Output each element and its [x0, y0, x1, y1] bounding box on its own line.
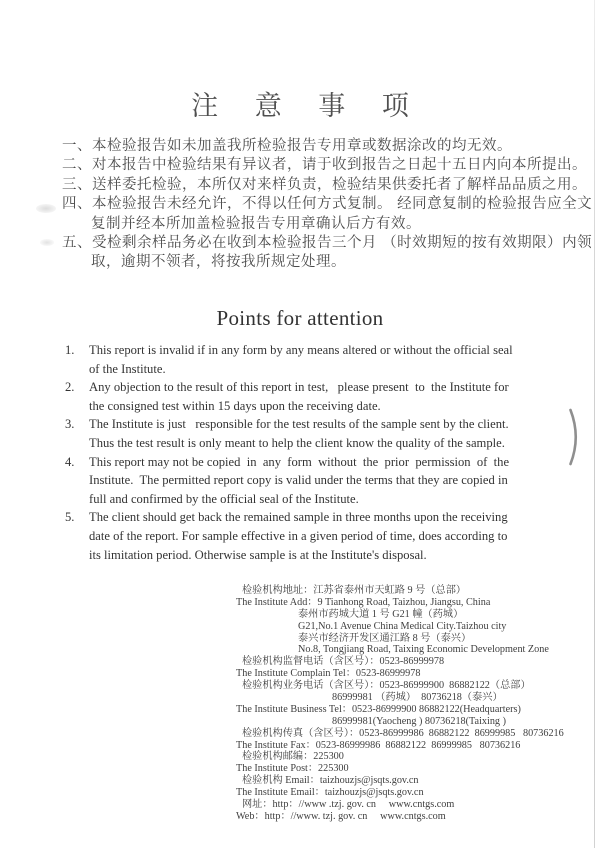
contact-line: 网址：http：//www .tzj. gov. cn www.cntgs.com: [242, 799, 455, 811]
notice-text: of the Institute.: [89, 361, 166, 376]
notice-text: This report may not be copied in any form without the prior permission of the: [89, 454, 510, 469]
contact-line: The Institute Email：taizhouzjs@jsqts.gov.cn: [236, 787, 424, 799]
english-notice-line: [65, 415, 545, 434]
contact-line: 泰州市药城大道 1 号 G21 幢（药城）: [298, 608, 464, 620]
notice-text: This report is invalid if in any form by any means altered or without the official seal: [89, 343, 513, 357]
notice-text: Institute. The permitted report copy is valid under the terms that they are copied in: [89, 473, 508, 488]
list-item-number: [65, 434, 89, 453]
contact-line: 86999981(Yaocheng ) 80736218(Taixing ): [332, 715, 506, 727]
contact-line: 检验机构 Email：taizhouzjs@jsqts.gov.cn: [242, 775, 419, 787]
contact-line: 检验机构业务电话（含区号）：0523-86999900 86882122（总部）: [242, 680, 531, 692]
contact-line: 检验机构地址：江苏省泰州市天虹路 9 号（总部）: [242, 585, 467, 596]
notice-text: The client should get back the remained sample in three months upon the receiving: [89, 510, 508, 525]
notice-text: its limitation period. Otherwise sample is at the Institute's disposal.: [89, 547, 427, 562]
chinese-notice-list: [62, 137, 593, 273]
contact-line: The Institute Add：9 Tianhong Road, Taizhou, Jiangsu, China: [236, 596, 491, 608]
english-notice-line: [65, 378, 545, 397]
list-item-number: 5.: [65, 510, 75, 525]
chinese-notice-line: 二、对本报告中检验结果有异议者，请于收到报告之日起十五日内向本所提出。: [62, 157, 587, 174]
scan-artifact-bracket: [568, 408, 582, 471]
chinese-notice-line: 三、送样委托检验，本所仅对来样负责，检验结果供委托者了解样品品质之用。: [62, 176, 587, 193]
chinese-notice-line: 复制并经本所加盖检验报告专用章确认后方有效。: [91, 215, 421, 232]
english-notice-line: [65, 434, 545, 453]
chinese-notice-line: 五、受检剩余样品务必在收到本检验报告三个月 （时效期短的按有效期限）内领: [62, 234, 593, 251]
list-item-number: 4.: [65, 454, 75, 469]
scan-edge-line: [594, 0, 595, 848]
list-item-number: 3.: [65, 417, 75, 432]
notice-text: The Institute is just responsible for the test results of the sample sent by the client.: [89, 417, 509, 432]
contact-line: No.8, Tongjiang Road, Taixing Economic Development Zone: [298, 644, 549, 656]
contact-line: Web：http：//www. tzj. gov. cn www.cntgs.com: [236, 810, 446, 822]
chinese-notice-line: 四、本检验报告未经允许，不得以任何方式复制。 经同意复制的检验报告应全文: [62, 196, 593, 213]
english-title: Points for attention: [216, 306, 384, 330]
contact-line: The Institute Business Tel：0523-86999900 86882122(Headquarters): [236, 703, 521, 715]
list-item-number: 2.: [65, 380, 75, 395]
institute-contact-block: [236, 585, 576, 823]
notice-text: Any objection to the result of this report in test, please present to the Institute for: [89, 380, 509, 395]
list-item-number: [65, 490, 89, 509]
contact-line: 检验机构监督电话（含区号）：0523-86999978: [242, 656, 445, 668]
chinese-notice-line: 一、本检验报告如未加盖我所检验报告专用章或数据涂改的均无效。: [62, 138, 512, 154]
notice-text: date of the report. For sample effective in a given period of time, does according to: [89, 528, 508, 543]
english-notice-line: [65, 546, 545, 565]
contact-line: 检验机构传真（含区号）：0523-86999986 86882122 86999985 80736216: [242, 727, 564, 739]
list-item-number: [65, 471, 89, 490]
english-notice-line: [65, 397, 545, 416]
contact-line: The Institute Fax：0523-86999986 86882122 86999985 80736216: [236, 739, 521, 751]
english-notice-line: [65, 508, 545, 527]
contact-line: 86999981 （药城） 80736218（泰兴）: [332, 692, 503, 704]
scan-smudge: [36, 204, 56, 213]
english-notice-line: [65, 341, 545, 360]
chinese-notice-line: 取，逾期不领者，将按我所规定处理。: [91, 254, 346, 271]
list-item-number: 1.: [65, 343, 75, 357]
english-notice-line: [65, 453, 545, 472]
english-notice-list: [65, 341, 545, 564]
scan-smudge: [40, 239, 54, 246]
contact-line: The Institute Complain Tel：0523-86999978: [236, 668, 421, 680]
notice-text: the consigned test within 15 days upon the receiving date.: [89, 398, 381, 413]
chinese-title: 注 意 事 项: [191, 91, 423, 122]
contact-line: 检验机构邮编：225300: [242, 751, 344, 763]
english-notice-line: [65, 471, 545, 490]
list-item-number: [65, 397, 89, 416]
contact-line: 泰兴市经济开发区通江路 8 号（泰兴）: [298, 632, 472, 644]
english-notice-line: [65, 527, 545, 546]
english-notice-line: [65, 490, 545, 509]
contact-line: G21,No.1 Avenue China Medical City.Taizhou city: [298, 620, 507, 632]
list-item-number: [65, 527, 89, 546]
list-item-number: [65, 360, 89, 379]
contact-line: The Institute Post：225300: [236, 763, 349, 775]
english-notice-line: [65, 360, 545, 379]
notice-text: Thus the test result is only meant to help the client know the quality of the sample.: [89, 435, 505, 450]
notice-text: full and confirmed by the official seal of the Institute.: [89, 491, 359, 506]
list-item-number: [65, 546, 89, 565]
